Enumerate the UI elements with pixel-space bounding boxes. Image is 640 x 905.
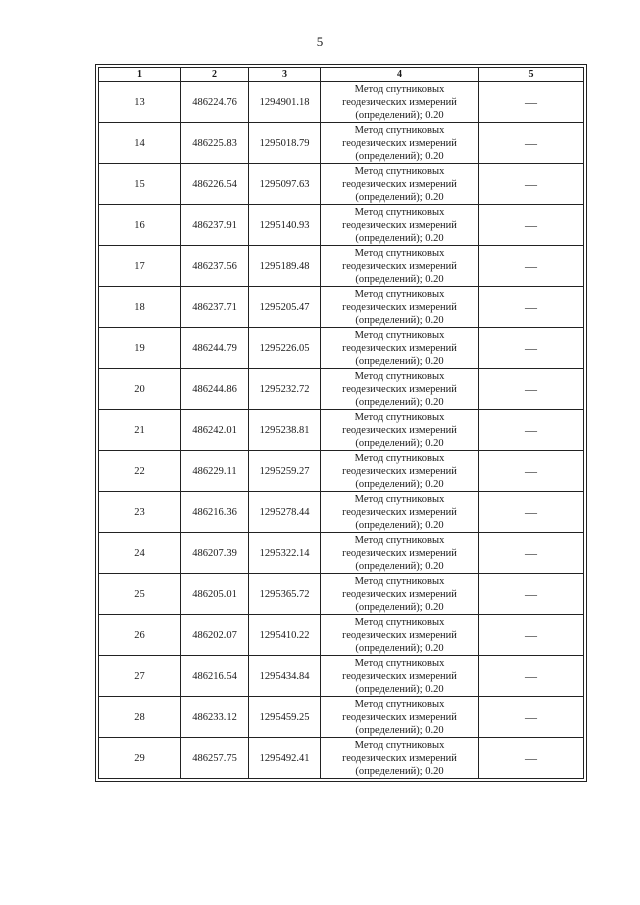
note-cell: — <box>479 615 584 656</box>
table-row <box>99 615 584 656</box>
method-cell: Метод спутниковых геодезических измерений (определений); 0.20 <box>321 164 479 205</box>
method-cell: Метод спутниковых геодезических измерений (определений); 0.20 <box>321 246 479 287</box>
method-cell: Метод спутниковых геодезических измерений (определений); 0.20 <box>321 287 479 328</box>
note-cell: — <box>479 533 584 574</box>
x-coordinate-cell: 486257.75 <box>181 738 249 779</box>
page-number: 5 <box>316 34 324 49</box>
x-coordinate-cell: 486242.01 <box>181 410 249 451</box>
table-row <box>99 246 584 287</box>
x-coordinate-cell: 486224.76 <box>181 82 249 123</box>
method-cell: Метод спутниковых геодезических измерений (определений); 0.20 <box>321 205 479 246</box>
method-cell: Метод спутниковых геодезических измерений (определений); 0.20 <box>321 82 479 123</box>
note-cell: — <box>479 574 584 615</box>
point-number-cell: 19 <box>99 328 181 369</box>
table-row <box>99 410 584 451</box>
method-cell: Метод спутниковых геодезических измерений (определений); 0.20 <box>321 697 479 738</box>
y-coordinate-cell: 1295322.14 <box>249 533 321 574</box>
x-coordinate-cell: 486207.39 <box>181 533 249 574</box>
column-header-1: 1 <box>99 68 181 82</box>
point-number-cell: 21 <box>99 410 181 451</box>
column-header-3: 3 <box>249 68 321 82</box>
table-row <box>99 738 584 779</box>
y-coordinate-cell: 1295459.25 <box>249 697 321 738</box>
table-row <box>99 82 584 123</box>
coordinates-table-frame <box>95 64 587 782</box>
note-cell: — <box>479 82 584 123</box>
table-row <box>99 656 584 697</box>
method-cell: Метод спутниковых геодезических измерений (определений); 0.20 <box>321 533 479 574</box>
y-coordinate-cell: 1295232.72 <box>249 369 321 410</box>
table-row <box>99 533 584 574</box>
x-coordinate-cell: 486225.83 <box>181 123 249 164</box>
point-number-cell: 17 <box>99 246 181 287</box>
note-cell: — <box>479 492 584 533</box>
method-cell: Метод спутниковых геодезических измерений (определений); 0.20 <box>321 328 479 369</box>
method-cell: Метод спутниковых геодезических измерений (определений); 0.20 <box>321 369 479 410</box>
table-row <box>99 492 584 533</box>
note-cell: — <box>479 123 584 164</box>
table-row <box>99 369 584 410</box>
point-number-cell: 15 <box>99 164 181 205</box>
table-row <box>99 123 584 164</box>
y-coordinate-cell: 1295410.22 <box>249 615 321 656</box>
y-coordinate-cell: 1295189.48 <box>249 246 321 287</box>
point-number-cell: 20 <box>99 369 181 410</box>
point-number-cell: 28 <box>99 697 181 738</box>
note-cell: — <box>479 205 584 246</box>
x-coordinate-cell: 486226.54 <box>181 164 249 205</box>
table-row <box>99 697 584 738</box>
x-coordinate-cell: 486205.01 <box>181 574 249 615</box>
point-number-cell: 16 <box>99 205 181 246</box>
point-number-cell: 27 <box>99 656 181 697</box>
x-coordinate-cell: 486244.79 <box>181 328 249 369</box>
note-cell: — <box>479 164 584 205</box>
x-coordinate-cell: 486237.91 <box>181 205 249 246</box>
column-header-5: 5 <box>479 68 584 82</box>
y-coordinate-cell: 1295434.84 <box>249 656 321 697</box>
x-coordinate-cell: 486202.07 <box>181 615 249 656</box>
y-coordinate-cell: 1295259.27 <box>249 451 321 492</box>
x-coordinate-cell: 486244.86 <box>181 369 249 410</box>
point-number-cell: 24 <box>99 533 181 574</box>
table-row <box>99 451 584 492</box>
point-number-cell: 25 <box>99 574 181 615</box>
table-row <box>99 574 584 615</box>
table-header-row <box>99 68 584 82</box>
note-cell: — <box>479 656 584 697</box>
x-coordinate-cell: 486229.11 <box>181 451 249 492</box>
method-cell: Метод спутниковых геодезических измерений (определений); 0.20 <box>321 738 479 779</box>
method-cell: Метод спутниковых геодезических измерений (определений); 0.20 <box>321 410 479 451</box>
x-coordinate-cell: 486233.12 <box>181 697 249 738</box>
note-cell: — <box>479 697 584 738</box>
point-number-cell: 22 <box>99 451 181 492</box>
y-coordinate-cell: 1295018.79 <box>249 123 321 164</box>
note-cell: — <box>479 287 584 328</box>
table-row <box>99 164 584 205</box>
column-header-4: 4 <box>321 68 479 82</box>
y-coordinate-cell: 1294901.18 <box>249 82 321 123</box>
y-coordinate-cell: 1295278.44 <box>249 492 321 533</box>
note-cell: — <box>479 410 584 451</box>
method-cell: Метод спутниковых геодезических измерений (определений); 0.20 <box>321 656 479 697</box>
coordinates-table <box>98 67 584 779</box>
note-cell: — <box>479 246 584 287</box>
y-coordinate-cell: 1295492.41 <box>249 738 321 779</box>
note-cell: — <box>479 369 584 410</box>
table-row <box>99 205 584 246</box>
method-cell: Метод спутниковых геодезических измерений (определений); 0.20 <box>321 615 479 656</box>
method-cell: Метод спутниковых геодезических измерений (определений); 0.20 <box>321 123 479 164</box>
table-body <box>99 82 584 779</box>
point-number-cell: 13 <box>99 82 181 123</box>
note-cell: — <box>479 328 584 369</box>
x-coordinate-cell: 486216.36 <box>181 492 249 533</box>
point-number-cell: 26 <box>99 615 181 656</box>
y-coordinate-cell: 1295365.72 <box>249 574 321 615</box>
column-header-2: 2 <box>181 68 249 82</box>
note-cell: — <box>479 451 584 492</box>
method-cell: Метод спутниковых геодезических измерений (определений); 0.20 <box>321 451 479 492</box>
point-number-cell: 18 <box>99 287 181 328</box>
y-coordinate-cell: 1295238.81 <box>249 410 321 451</box>
point-number-cell: 29 <box>99 738 181 779</box>
table-row <box>99 287 584 328</box>
table-row <box>99 328 584 369</box>
x-coordinate-cell: 486216.54 <box>181 656 249 697</box>
method-cell: Метод спутниковых геодезических измерений (определений); 0.20 <box>321 574 479 615</box>
y-coordinate-cell: 1295097.63 <box>249 164 321 205</box>
point-number-cell: 23 <box>99 492 181 533</box>
y-coordinate-cell: 1295140.93 <box>249 205 321 246</box>
point-number-cell: 14 <box>99 123 181 164</box>
y-coordinate-cell: 1295205.47 <box>249 287 321 328</box>
method-cell: Метод спутниковых геодезических измерений (определений); 0.20 <box>321 492 479 533</box>
y-coordinate-cell: 1295226.05 <box>249 328 321 369</box>
note-cell: — <box>479 738 584 779</box>
x-coordinate-cell: 486237.71 <box>181 287 249 328</box>
x-coordinate-cell: 486237.56 <box>181 246 249 287</box>
